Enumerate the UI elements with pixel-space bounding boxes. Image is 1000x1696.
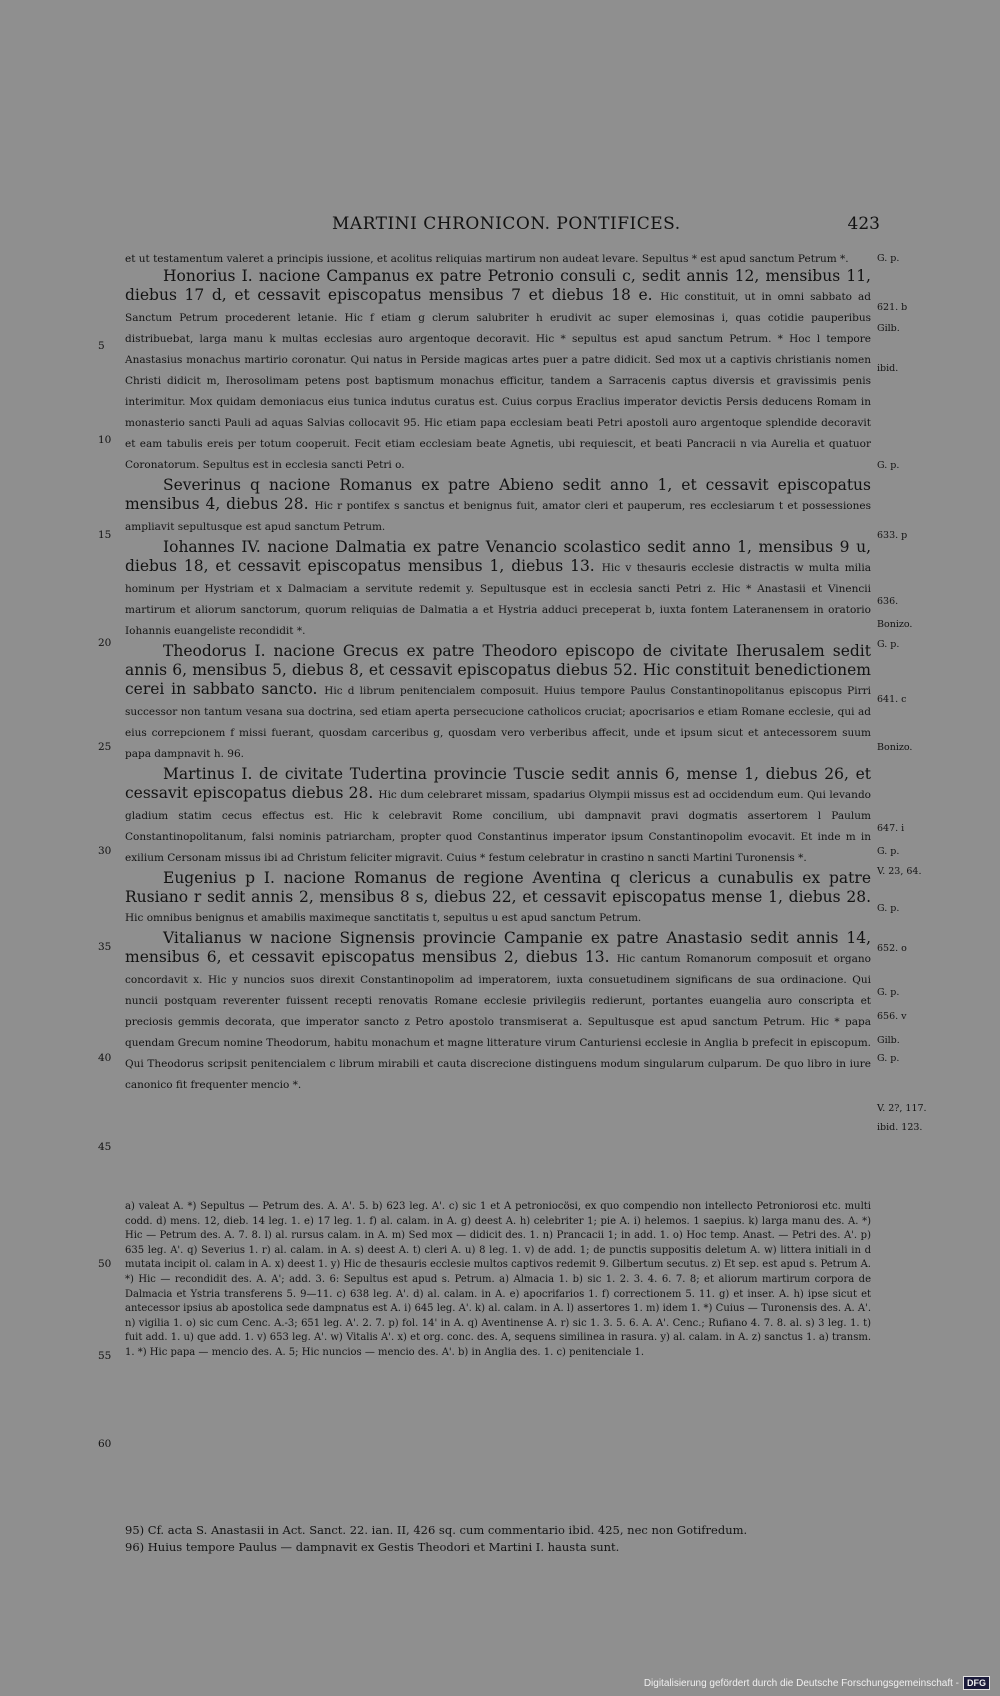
entry-heading: Vitalianus w nacione Signensis provincie Campanie ex patre Anastasio sedit annis 14, mensibus 6, et cessavit episcopatus mensibus 2, diebus 13.	[125, 929, 871, 967]
line-number: 30	[98, 845, 112, 857]
paragraph-continuation: et ut testamentum valeret a principis iussione, et acolitus reliquias martirum non audeat levare. Sepultus * est apud sanctum Petrum *.	[125, 253, 849, 265]
margin-source-note: V. 2?, 117.	[877, 1103, 927, 1114]
dfg-logo: DFG	[963, 1676, 990, 1690]
entry-text: Hic v thesauris ecclesie distractis w multa milia hominum per Hystriam et x Dalmaciam a servitute redemit y. Sepultusque est in ecclesia sancti Petri z. Hic * Anastasii et Vinencii martirum et aliorum sanctorum, quorum reliquias de Dalmatia a et Hystria adduci preceperat b, iuxta fontem Lateranensem in oratorio Iohannis euangeliste recondidit *.	[125, 562, 871, 638]
funding-footer	[644, 1676, 990, 1690]
margin-source-note: Gilb.	[877, 323, 900, 334]
line-number: 5	[98, 340, 105, 352]
margin-source-note: 621. b	[877, 302, 908, 313]
footnote-95: 95) Cf. acta S. Anastasii in Act. Sanct. 22. ian. II, 426 sq. cum commentario ibid. 425, nec non Gotifredum.	[125, 1523, 748, 1537]
margin-source-note: G. p.	[877, 987, 900, 998]
entry-severinus	[125, 476, 871, 537]
main-text	[125, 252, 871, 1096]
margin-source-note: G. p.	[877, 639, 900, 650]
margin-source-note: G. p.	[877, 903, 900, 914]
entry-eugenius	[125, 869, 871, 928]
footnotes	[125, 1522, 871, 1556]
line-number: 15	[98, 529, 112, 541]
entry-vitalianus	[125, 929, 871, 1095]
margin-source-note: G. p.	[877, 846, 900, 857]
margin-source-note: G. p.	[877, 253, 900, 264]
line-number: 35	[98, 941, 112, 953]
margin-source-note: ibid.	[877, 363, 899, 374]
running-title: MARTINI CHRONICON. PONTIFICES.	[332, 214, 681, 234]
entry-heading: Iohannes IV. nacione Dalmatia ex patre Venancio scolastico sedit anno 1, mensibus 9 u, diebus 18, et cessavit episcopatus mensibus 1, diebus 13.	[125, 538, 871, 576]
running-head	[120, 214, 880, 234]
margin-source-note: Bonizo.	[877, 742, 913, 753]
entry-text: Hic r pontifex s sanctus et benignus fuit, amator cleri et pauperum, res ecclesiarum t et possessiones ampliavit sepultusque est apud sanctum Petrum.	[125, 500, 871, 534]
critical-apparatus	[125, 1200, 871, 1361]
entry-heading: Theodorus I. nacione Grecus ex patre Theodoro episcopo de civitate Iherusalem sedit annis 6, mensibus 5, diebus 8, et cessavit episcopatus diebus 52. Hic constituit benedictionem cerei in sabbato sancto.	[125, 642, 871, 699]
footnote-96: 96) Huius tempore Paulus — dampnavit ex Gestis Theodori et Martini I. hausta sunt.	[125, 1540, 620, 1554]
margin-source-note: V. 23, 64.	[877, 866, 922, 877]
entry-text: Hic d librum penitencialem composuit. Huius tempore Paulus Constantinopolitanus episcopus Pirri successor non tantum vesana sua doctrina, sed etiam aperta persecucione catholicos cruciat; apocrisarios e etiam Romane ecclesie, qui ad eius correpcionem f missi fuerant, quosdam carceribus g, quosdam vero verberibus affecit, unde et ipsum sicut et antecessorem suum papa dampnavit h. 96.	[125, 685, 871, 761]
entry-text: Hic cantum Romanorum composuit et organo concordavit x. Hic y nuncios suos direxit Constantinopolim ad imperatorem, iuxta consuetudinem significans de sua ordinacione. Qui nuncii postquam reverenter fuissent recepti renovatis Romane ecclesie privilegiis redierunt, portantes euangelia auro conscripta et preciosis gemmis decorata, que imperator sancto z Petro apostolo transmiserat a. Sepultusque est apud sanctum Petrum. Hic * papa quendam Grecum nomine Theodorum, habitu monachum et magne litterature virum Canturiensi ecclesie in Anglia b prefecit in episcopum. Qui Theodorus scripsit penitencialem c librum mirabili et cauta discrecione distinguens modum singularum culparum. De quo libro in iure canonico fit frequenter mencio *.	[125, 953, 871, 1092]
entry-text: Hic constituit, ut in omni sabbato ad Sanctum Petrum procederent letanie. Hic f etiam g clerum salubriter h erudivit ac super elemosinas i, quas cotidie pauperibus distribuebat, larga manu k multas ecclesias auro argentoque decoravit. Hic * sepultus est apud sanctum Petrum. * Hoc l tempore Anastasius monachus martirio coronatur. Qui natus in Perside magicas artes puer a patre didicit. Sed mox ut a captivis christianis nomen Christi didicit m, Iherosolimam petens post baptismum monachus efficitur, tandem a Sarracenis captus diversis et gravissimis penis interimitur. Mox quidam demoniacus eius tunica indutus curatus est. Cuius corpus Eraclius imperator devictis Persis deducens Romam in monasterio sancti Pauli ad aquas Salvias collocavit 95. Hic etiam papa ecclesiam beati Petri apostoli auro argentoque splendide decoravit et eam tabulis ereis per totum cooperuit. Fecit etiam ecclesiam beate Agnetis, ubi requiescit, et beati Pancracii n via Aurelia et quatuor Coronatorum. Sepultus est in ecclesia sancti Petri o.	[125, 291, 872, 472]
entry-text: Hic omnibus benignus et amabilis maximeque sanctitatis t, sepultus u est apud sanctum Petrum.	[125, 912, 642, 925]
margin-source-note: 652. o	[877, 943, 907, 954]
line-number: 10	[98, 434, 112, 446]
margin-source-note: G. p.	[877, 1053, 900, 1064]
margin-source-note: 633. p	[877, 530, 908, 541]
line-number: 20	[98, 637, 112, 649]
entry-theodorus	[125, 642, 871, 764]
entry-heading: Severinus q nacione Romanus ex patre Abieno sedit anno 1, et cessavit episcopatus mensibus 4, diebus 28.	[125, 476, 871, 514]
margin-source-note: 656. v	[877, 1011, 907, 1022]
entry-honorius	[125, 267, 871, 475]
line-number: 55	[98, 1350, 112, 1362]
line-number: 60	[98, 1438, 112, 1450]
margin-source-note: Bonizo.	[877, 619, 913, 630]
line-number: 40	[98, 1052, 112, 1064]
line-number: 45	[98, 1141, 112, 1153]
entry-text: Hic dum celebraret missam, spadarius Olympii missus est ad occidendum eum. Qui levando gladium statim cecus effectus est. Hic k celebravit Rome concilium, ubi dampnavit pravi dogmatis assertorem l Paulum Constantinopolitanum, falsi nominis patriarcham, propter quod Constantinus imperator ipsum Constantinopolim evocavit. Et inde m in exilium Cersonam missus ibi ad Christum feliciter migravit. Cuius * festum celebratur in crastino n sancti Martini Turonensis *.	[125, 789, 871, 865]
line-number: 25	[98, 741, 112, 753]
margin-source-note: ibid. 123.	[877, 1122, 923, 1133]
margin-source-note: 647. i	[877, 823, 905, 834]
margin-source-note: Gilb.	[877, 1035, 900, 1046]
margin-source-note: G. p.	[877, 460, 900, 471]
footer-text: Digitalisierung gefördert durch die Deutsche Forschungsgemeinschaft -	[643, 1677, 959, 1689]
line-number: 50	[98, 1258, 112, 1270]
margin-source-note: 641. c	[877, 694, 907, 705]
margin-source-note: 636.	[877, 596, 899, 607]
entry-martinus	[125, 765, 871, 868]
apparatus-text: a) valeat A. *) Sepultus — Petrum des. A. A'. 5. b) 623 leg. A'. c) sic 1 et A petroniocösi, ex quo compendio non intellecto Petroniorosi etc. multi codd. d) mens. 12, dieb. 14 leg. 1. e) 17 leg. 1. f) al. calam. in A. g) deest A. h) celebriter 1; pie A. i) helemos. 1 saepius. k) larga manu des. A. *) Hic — Petrum des. A. 7. 8. l) al. rursus calam. in A. m) Sed mox — didicit des. 1. n) Prancacii 1; in add. 1. o) Hoc temp. Anast. — Petri des. A'. p) 635 leg. A'. q) Severius 1. r) al. calam. in A. s) deest A. t) cleri A. u) 8 leg. 1. v) de add. 1; de punctis suppositis deletum A. w) littera initiali in d mutata incipit ol. calam in A. x) deest 1. y) Hic de thesauris ecclesie multos captivos redemit 9. Gilbertum secutus. z) Et sep. est apud s. Petrum A. *) Hic — recondidit des. A. A'; add. 3. 6: Sepultus est apud s. Petrum. a) Almacia 1. b) sic 1. 2. 3. 4. 6. 7. 8; et aliorum martirum corpora de Dalmacia et Ystria transferens 5. 9—11. c) 638 leg. A'. d) al. calam. in A. e) apocrifarios 1. f) correctionem 5. 11. g) et inser. A. h) ipse sicut et antecessor ipsius ab apostolica sede dampnatus est A. i) 645 leg. A'. k) al. calam. in A. l) assertores 1. m) idem 1. *) Cuius — Turonensis des. A. A'. n) vigilia 1. o) sic cum Cenc. A.-3; 651 leg. A'. 2. 7. p) fol. 14' in A. q) Aventinense A. r) sic 1. 3. 5. 6. A. A'. Cenc.; Rufiano 4. 7. 8. al. s) 3 leg. 1. t) fuit add. 1. u) que add. 1. v) 653 leg. A'. w) Vitalis A'. x) et org. conc. des. A, sequens similinea in rasura. y) al. calam. in A. z) sanctus 1. a) transm. 1. *) Hic papa — mencio des. A. 5; Hic nuncios — mencio des. A'. b) in Anglia des. 1. c) penitenciale 1.	[125, 1201, 871, 1358]
page-number: 423	[847, 214, 880, 234]
entry-heading: Eugenius p I. nacione Romanus de regione Aventina q clericus a cunabulis ex patre Rusiano r sedit annis 2, mensibus 8 s, diebus 22, et cessavit episcopatus mense 1, diebus 28.	[125, 869, 871, 907]
entry-heading: Honorius I. nacione Campanus ex patre Petronio consuli c, sedit annis 12, mensibus 11, diebus 17 d, et cessavit episcopatus mensibus 7 et diebus 18 e.	[125, 267, 871, 305]
entry-iohannes	[125, 538, 871, 641]
entry-heading: Martinus I. de civitate Tudertina provincie Tuscie sedit annis 6, mense 1, diebus 26, et cessavit episcopatus diebus 28.	[125, 765, 871, 803]
